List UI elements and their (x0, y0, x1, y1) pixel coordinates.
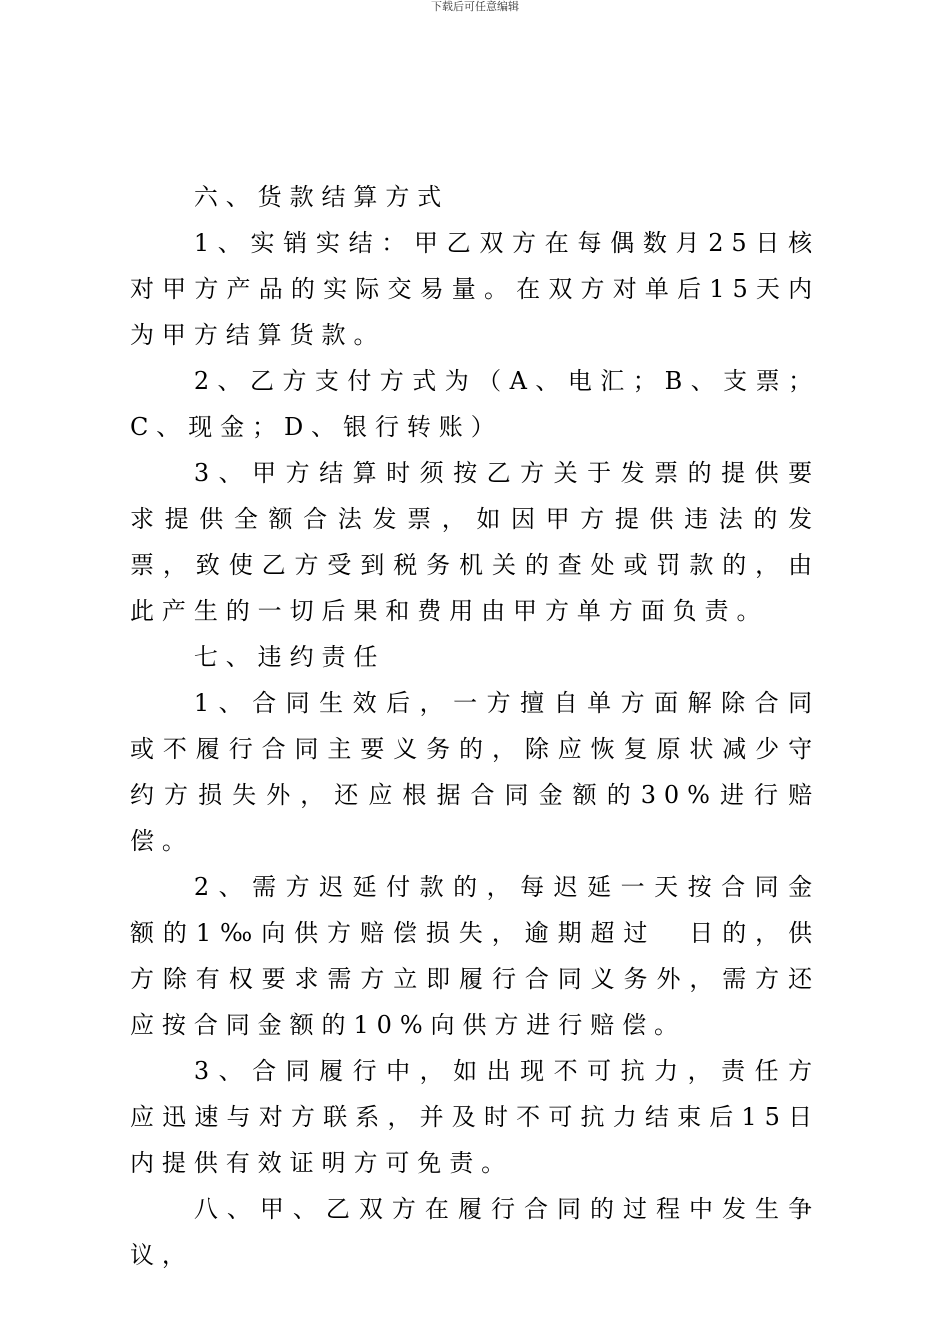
paragraph-liability-1: 1、合同生效后，一方擅自单方面解除合同或不履行合同主要义务的，除应恢复原状减少守约方损失外，还应根据合同金额的30%进行赔偿。 (130, 689, 820, 855)
section-heading-dispute: 八、甲、乙双方在履行合同的过程中发生争议， (130, 1195, 820, 1269)
paragraph-payment-3: 3、甲方结算时须按乙方关于发票的提供要求提供全额合法发票，如因甲方提供违法的发票，致使乙方受到税务机关的查处或罚款的，由此产生的一切后果和费用由甲方单方面负责。 (130, 459, 820, 625)
paragraph-liability-3: 3、合同履行中，如出现不可抗力，责任方应迅速与对方联系，并及时不可抗力结束后15日内提供有效证明方可免责。 (130, 1057, 820, 1177)
document-body (130, 174, 820, 1278)
paragraph-liability-2: 2、需方迟延付款的，每迟延一天按合同金额的1‰向供方赔偿损失，逾期超过 日的，供方除有权要求需方立即履行合同义务外，需方还应按合同金额的10%向供方进行赔偿。 (130, 873, 820, 1039)
paragraph-payment-1: 1、实销实结：甲乙双方在每偶数月25日核对甲方产品的实际交易量。在双方对单后15天内为甲方结算货款。 (130, 229, 820, 349)
paragraph-payment-2: 2、乙方支付方式为（A、电汇；B、支票；C、现金；D、银行转账） (130, 367, 820, 441)
section-heading-payment: 六、货款结算方式 (193, 183, 450, 211)
section-heading-liability: 七、违约责任 (193, 643, 386, 671)
page-header: 下载后可任意编辑 (431, 0, 519, 13)
